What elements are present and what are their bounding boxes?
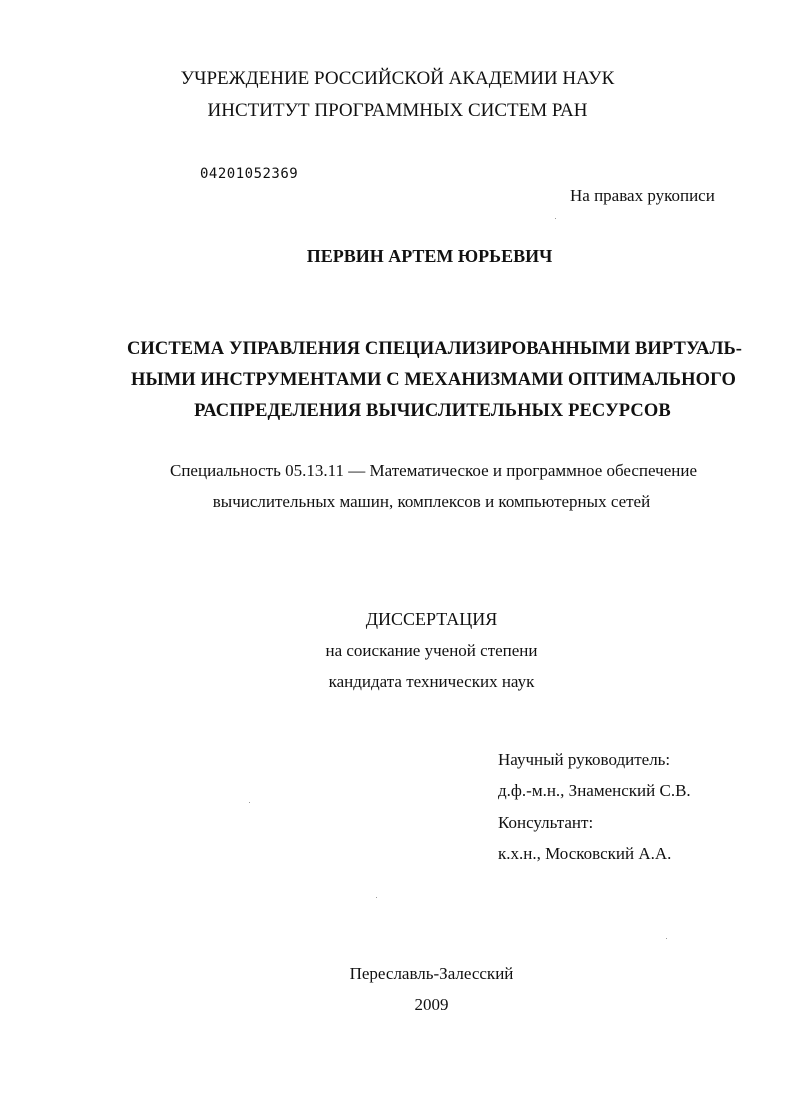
institute-name: ИНСТИТУТ ПРОГРАММНЫХ СИСТЕМ РАН <box>207 100 588 121</box>
specialty-line-1: Специальность 05.13.11 — Математическое и программное обеспечение <box>170 461 697 480</box>
scan-speck <box>249 802 250 803</box>
dissertation-field-line: кандидата технических наук <box>328 672 535 691</box>
title-line-3: РАСПРЕДЕЛЕНИЯ ВЫЧИСЛИТЕЛЬНЫХ РЕСУРСОВ <box>194 401 671 421</box>
dissertation-degree-line: на соискание ученой степени <box>325 641 538 660</box>
consultant-label: Консультант: <box>498 813 594 832</box>
manuscript-rights: На правах рукописи <box>570 186 715 205</box>
dissertation-heading: ДИССЕРТАЦИЯ <box>365 609 498 629</box>
author-name: ПЕРВИН АРТЕМ ЮРЬЕВИЧ <box>306 246 553 266</box>
supervisor-label: Научный руководитель: <box>498 750 671 769</box>
title-line-2: НЫМИ ИНСТРУМЕНТАМИ С МЕХАНИЗМАМИ ОПТИМАЛЬНОГО <box>130 370 737 390</box>
scan-speck <box>555 218 556 219</box>
city: Переславль-Залесский <box>349 964 514 983</box>
scan-speck <box>666 938 667 939</box>
registration-code: 04201052369 <box>200 166 299 182</box>
year: 2009 <box>414 995 449 1014</box>
title-line-1: СИСТЕМА УПРАВЛЕНИЯ СПЕЦИАЛИЗИРОВАННЫМИ ВИРТУАЛЬ- <box>126 339 743 359</box>
organization-name: УЧРЕЖДЕНИЕ РОССИЙСКОЙ АКАДЕМИИ НАУК <box>180 68 615 89</box>
consultant-name: к.х.н., Московский А.А. <box>498 844 672 863</box>
scan-speck <box>376 897 377 898</box>
supervisor-name: д.ф.-м.н., Знаменский С.В. <box>498 781 691 800</box>
specialty-line-2: вычислительных машин, комплексов и компьютерных сетей <box>212 492 651 511</box>
